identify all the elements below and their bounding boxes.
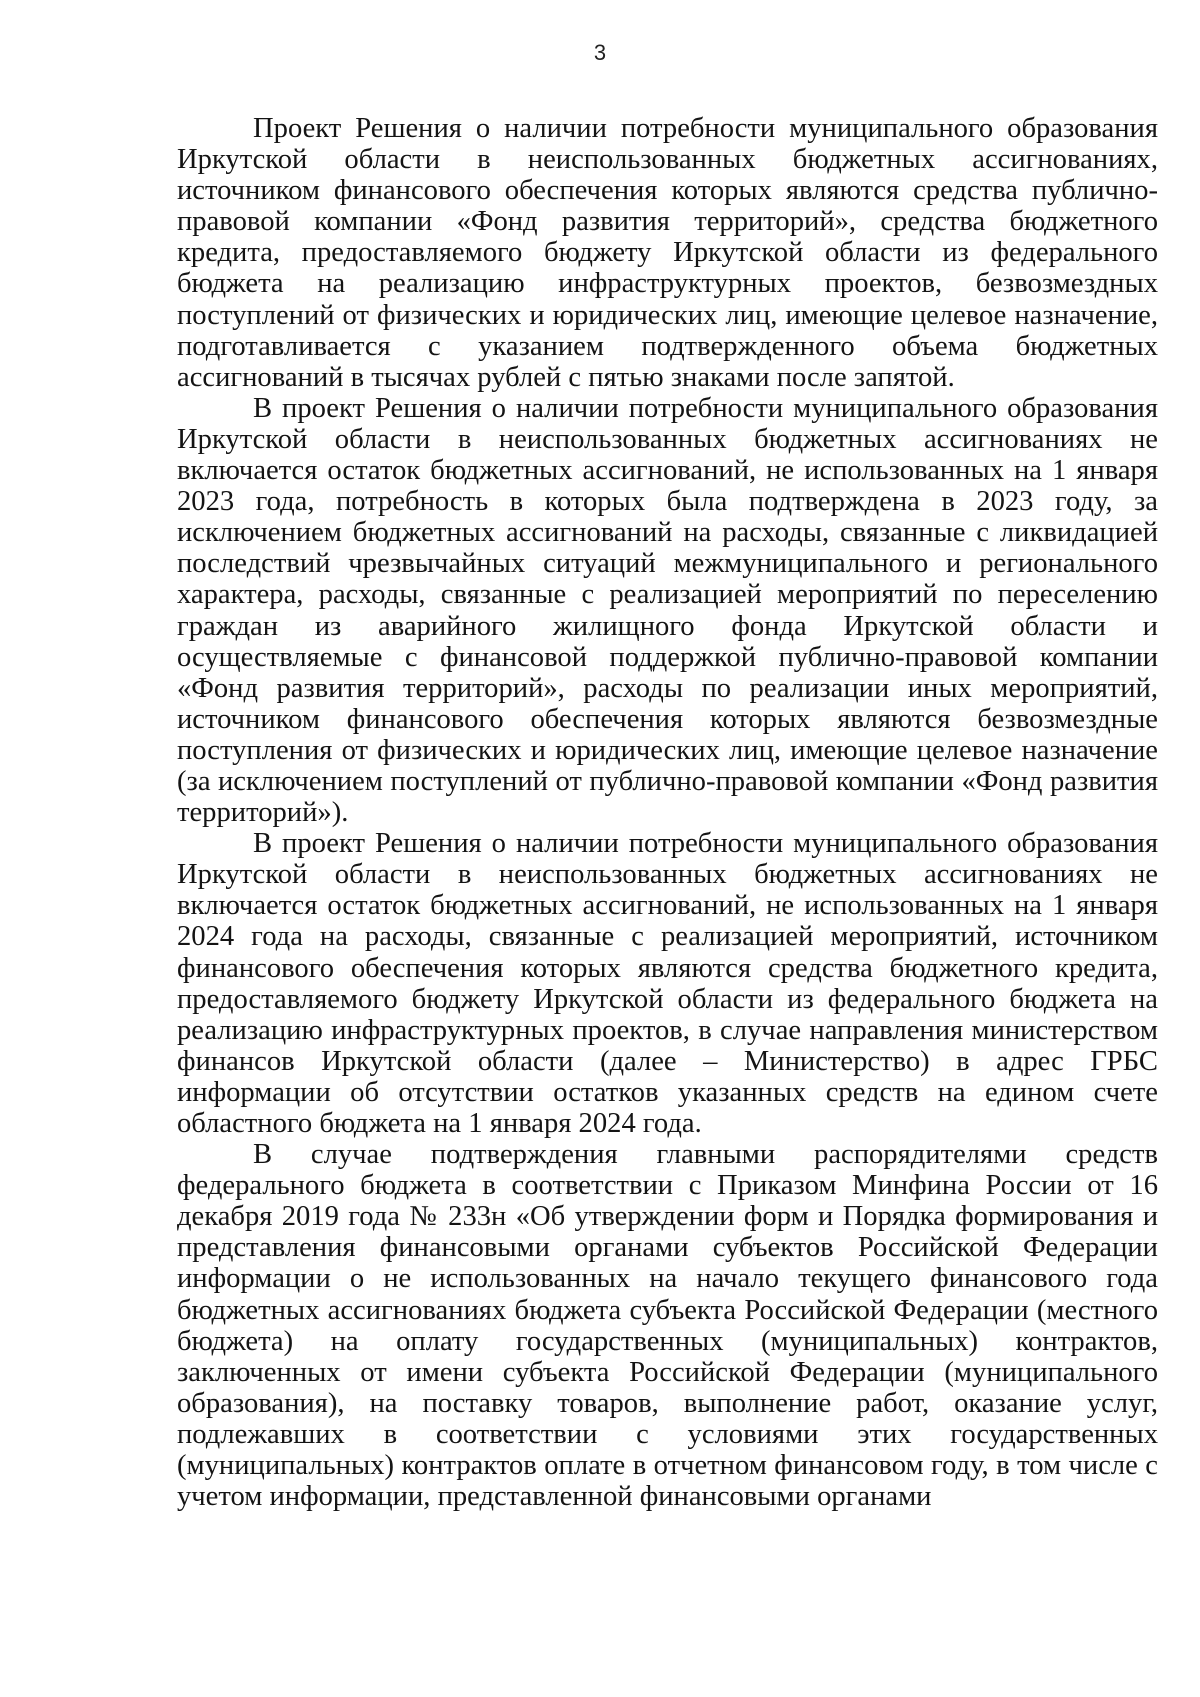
paragraph: В случае подтверждения главными распорядителями средств федерального бюджета в соответствии с Приказом Минфина России от 16 декабря 2019 года № 233н «Об утверждении форм и Порядка формирования и представления финансовыми органами субъектов Российской Федерации информации о не использованных на начало текущего финансового года бюджетных ассигнованиях бюджета субъекта Российской Федерации (местного бюджета) на оплату государственных (муниципальных) контрактов, заключенных от имени субъекта Российской Федерации (муниципального образования), на поставку товаров, выполнение работ, оказание услуг, подлежавших в соответствии с условиями этих государственных (муниципальных) контрактов оплате в отчетном финансовом году, в том числе с учетом информации, представленной финансовыми органами [177, 1139, 1158, 1513]
paragraph: В проект Решения о наличии потребности муниципального образования Иркутской области в неиспользованных бюджетных ассигнованиях не включается остаток бюджетных ассигнований, не использованных на 1 января 2023 года, потребность в которых была подтверждена в 2023 году, за исключением бюджетных ассигнований на расходы, связанные с ликвидацией последствий чрезвычайных ситуаций межмуниципального и регионального характера, расходы, связанные с реализацией мероприятий по переселению граждан из аварийного жилищного фонда Иркутской области и осуществляемые с финансовой поддержкой публично-правовой компании «Фонд развития территорий», расходы по реализации иных мероприятий, источником финансового обеспечения которых являются безвозмездные поступления от физических и юридических лиц, имеющие целевое назначение (за исключением поступлений от публично-правовой компании «Фонд развития территорий»). [177, 392, 1158, 829]
document-body [177, 113, 1158, 1512]
paragraph: Проект Решения о наличии потребности муниципального образования Иркутской области в неиспользованных бюджетных ассигнованиях, источником финансового обеспечения которых являются средства публично-правовой компании «Фонд развития территорий», средства бюджетного кредита, предоставляемого бюджету Иркутской области из федерального бюджета на реализацию инфраструктурных проектов, безвозмездных поступлений от физических и юридических лиц, имеющие целевое назначение, подготавливается с указанием подтвержденного объема бюджетных ассигнований в тысячах рублей с пятью знаками после запятой. [177, 113, 1158, 393]
page-number: 3 [593, 40, 607, 65]
paragraph: В проект Решения о наличии потребности муниципального образования Иркутской области в неиспользованных бюджетных ассигнованиях не включается остаток бюджетных ассигнований, не использованных на 1 января 2024 года на расходы, связанные с реализацией мероприятий, источником финансового обеспечения которых являются средства бюджетного кредита, предоставляемого бюджету Иркутской области из федерального бюджета на реализацию инфраструктурных проектов, в случае направления министерством финансов Иркутской области (далее – Министерство) в адрес ГРБС информации об отсутствии остатков указанных средств на едином счете областного бюджета на 1 января 2024 года. [177, 828, 1158, 1139]
